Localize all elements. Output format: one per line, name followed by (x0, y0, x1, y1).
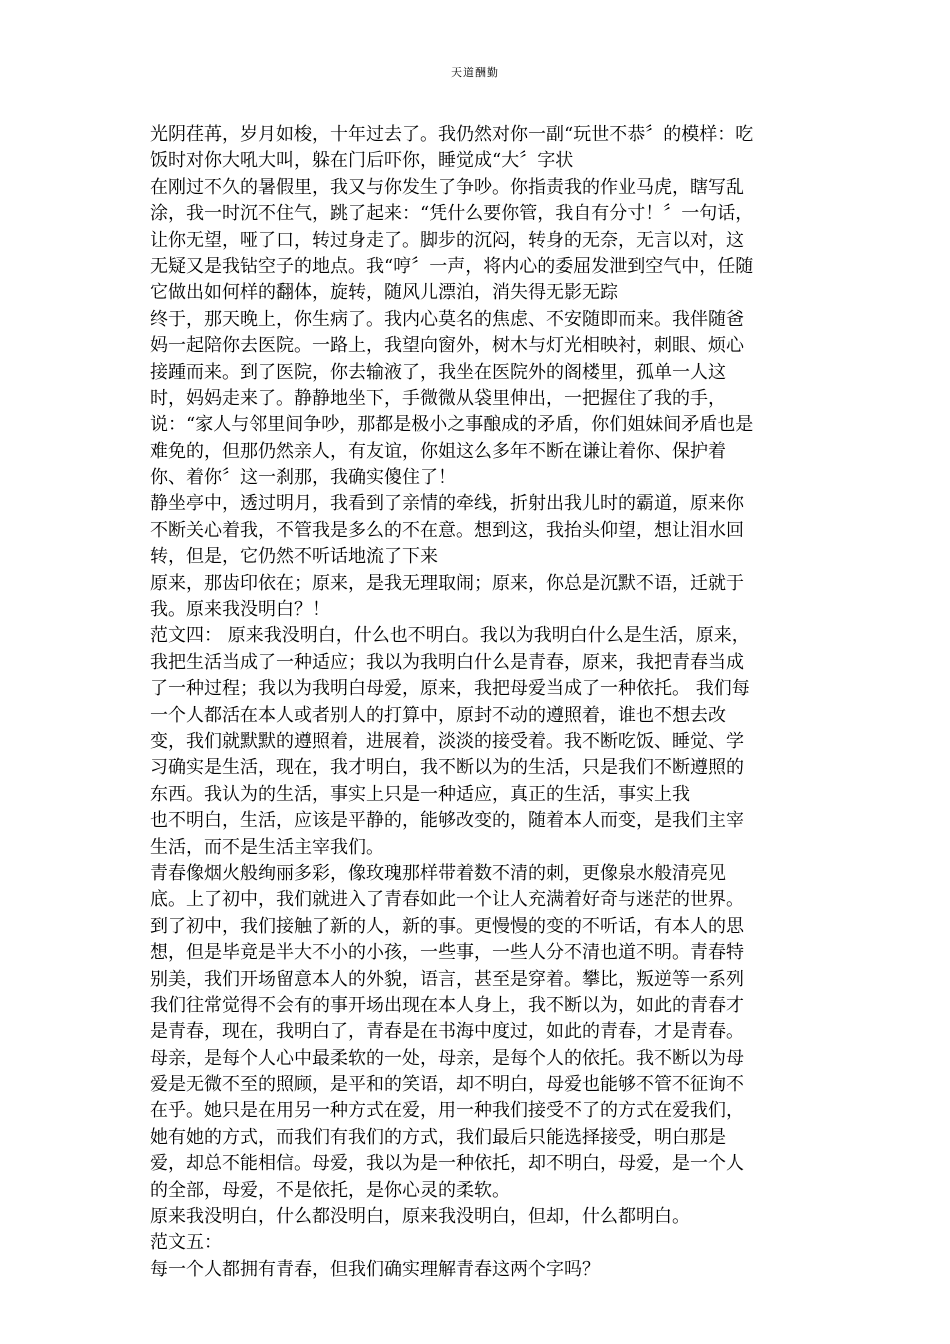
text-line: 你、着你〞这一刹那，我确实傻住了！ (150, 467, 456, 489)
text-line: 饭时对你大吼大叫，躲在门后吓你，睡觉成“大〞字状 (150, 150, 574, 172)
text-line: 在刚过不久的暑假里，我又与你发生了争吵。你指责我的作业马虎，瞎写乱 (150, 176, 744, 198)
text-line: 的全部，母爱，不是依托，是你心灵的柔软。 (150, 1179, 510, 1201)
text-line: 接踵而来。到了医院，你去输液了，我坐在医院外的阁楼里，孤单一人这 (150, 361, 726, 383)
text-line: 让你无望，哑了口，转过身走了。脚步的沉闷，转身的无奈，无言以对，这 (150, 229, 744, 251)
text-line: 在乎。她只是在用另一种方式在爱，用一种我们接受不了的方式在爱我们， (150, 1100, 744, 1122)
text-line: 它做出如何样的翻体，旋转，随风儿漂泊，消失得无影无踪 (150, 282, 618, 304)
text-line: 了一种过程；我以为我明白母爱，原来，我把母爱当成了一种依托。 我们每 (150, 678, 750, 700)
text-line: 原来，那齿印依在；原来，是我无理取闹；原来，你总是沉默不语，迁就于 (150, 572, 744, 594)
text-line: 每一个人都拥有青春，但我们确实理解青春这两个字吗？ (150, 1258, 600, 1280)
text-line: 我们往常觉得不会有的事开场出现在本人身上，我不断以为，如此的青春才 (150, 994, 744, 1016)
text-line: 范文四： 原来我没明白，什么也不明白。我以为我明白什么是生活，原来， (150, 625, 750, 647)
text-line: 不断关心着我，不管我是多么的不在意。想到这，我抬头仰望，想让泪水回 (150, 519, 744, 541)
page-header: 天道酬勤 (451, 66, 499, 79)
text-line: 静坐亭中，透过明月，我看到了亲情的牵线，折射出我儿时的霸道，原来你 (150, 493, 744, 515)
text-line: 涂，我一时沉不住气，跳了起来：“凭什么要你管，我自有分寸！〞一句话， (150, 203, 754, 225)
text-line: 时，妈妈走来了。静静地坐下，手微微从袋里伸出，一把握住了我的手， (150, 387, 726, 409)
text-line: 我。原来我没明白？！ (150, 599, 330, 621)
text-line: 一个人都活在本人或者别人的打算中，原封不动的遵照着，谁也不想去改 (150, 704, 726, 726)
text-line: 想，但是毕竟是半大不小的小孩，一些事，一些人分不清也道不明。青春特 (150, 942, 744, 964)
text-line: 变，我们就默默的遵照着，进展着，淡淡的接受着。我不断吃饭、睡觉、学 (150, 730, 744, 752)
text-line: 难免的，但那仍然亲人，有友谊，你姐这么多年不断在谦让着你、保护着 (150, 440, 726, 462)
text-line: 也不明白，生活，应该是平静的，能够改变的，随着本人而变，是我们主宰 (150, 810, 744, 832)
text-line: 原来我没明白，什么都没明白，原来我没明白，但却，什么都明白。 (150, 1206, 690, 1228)
text-line: 转，但是，它仍然不听话地流了下来 (150, 546, 438, 568)
text-line: 别美，我们开场留意本人的外貌，语言，甚至是穿着。攀比，叛逆等一系列 (150, 968, 744, 990)
text-line: 说：“家人与邻里间争吵，那都是极小之事酿成的矛盾，你们姐妹间矛盾也是 (150, 414, 754, 436)
text-line: 底。上了初中，我们就进入了青春如此一个让人充满着好奇与迷茫的世界。 (150, 889, 744, 911)
text-line: 终于，那天晚上，你生病了。我内心莫名的焦虑、不安随即而来。我伴随爸 (150, 308, 744, 330)
text-line: 无疑又是我钻空子的地点。我“哼〞一声，将内心的委屈发泄到空气中，任随 (150, 255, 754, 277)
text-line: 范文五： (150, 1232, 222, 1254)
text-line: 妈一起陪你去医院。一路上，我望向窗外，树木与灯光相映衬，刺眼、烦心 (150, 335, 744, 357)
text-line: 爱是无微不至的照顾，是平和的笑语，却不明白，母爱也能够不管不征询不 (150, 1074, 744, 1096)
document-body (150, 122, 795, 1283)
text-line: 爱，却总不能相信。母爱，我以为是一种依托，却不明白，母爱，是一个人 (150, 1153, 744, 1175)
text-line: 她有她的方式，而我们有我们的方式，我们最后只能选择接受，明白那是 (150, 1126, 726, 1148)
text-line: 我把生活当成了一种适应；我以为我明白什么是青春，原来，我把青春当成 (150, 651, 744, 673)
text-line: 母亲，是每个人心中最柔软的一处，母亲，是每个人的依托。我不断以为母 (150, 1047, 744, 1069)
text-line: 到了初中，我们接触了新的人，新的事。更慢慢的变的不听话，有本人的思 (150, 915, 744, 937)
text-line: 东西。我认为的生活，事实上只是一种适应，真正的生活，事实上我 (150, 783, 690, 805)
text-line: 生活，而不是生活主宰我们。 (150, 836, 384, 858)
text-line: 习确实是生活，现在，我才明白，我不断以为的生活，只是我们不断遵照的 (150, 757, 744, 779)
text-line: 光阴荏苒，岁月如梭，十年过去了。我仍然对你一副“玩世不恭〞的模样：吃 (150, 124, 754, 145)
text-line: 青春像烟火般绚丽多彩，像玫瑰那样带着数不清的刺，更像泉水般清亮见 (150, 862, 726, 884)
text-line: 是青春，现在，我明白了，青春是在书海中度过，如此的青春，才是青春。 (150, 1021, 744, 1043)
